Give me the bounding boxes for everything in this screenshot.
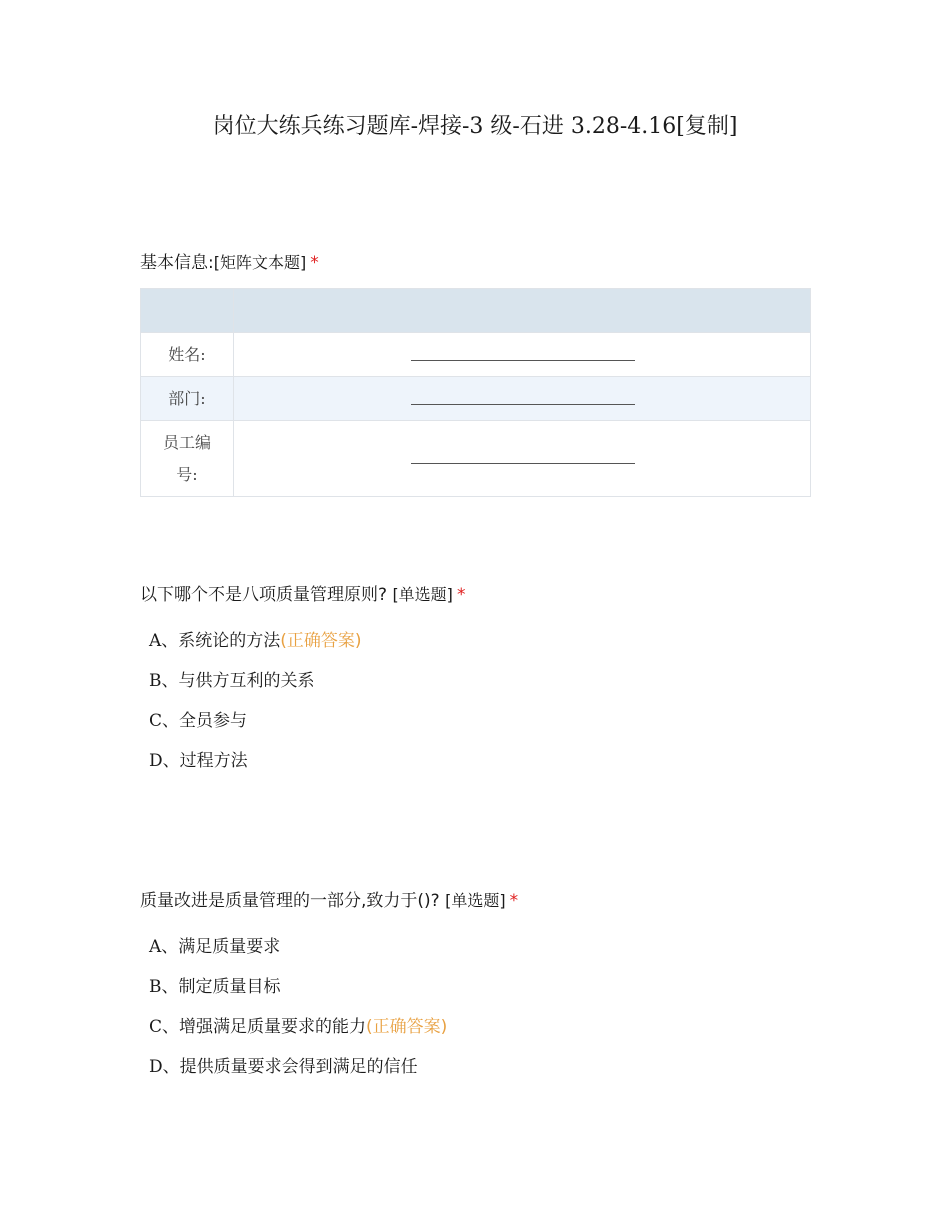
matrix-row-department: [141, 377, 811, 421]
name-input-field[interactable]: [411, 360, 635, 361]
option-text: 制定质量目标: [178, 977, 281, 997]
option-letter: D、: [149, 1057, 180, 1077]
correct-answer-label: (正确答案): [366, 1017, 448, 1037]
matrix-row-label: 员工编号:: [141, 421, 234, 497]
question-2-option-c[interactable]: [149, 1014, 447, 1040]
question-type-label: [单选题]: [445, 891, 506, 910]
option-text: 增强满足质量要求的能力: [179, 1017, 367, 1037]
question-2-option-a[interactable]: [149, 934, 280, 960]
question-1-option-c[interactable]: [149, 708, 247, 734]
matrix-header-cell: [234, 289, 811, 333]
option-letter: B、: [149, 977, 179, 997]
required-mark: *: [509, 891, 519, 911]
matrix-input-cell[interactable]: [234, 333, 811, 377]
question-1-option-a[interactable]: [149, 628, 362, 654]
option-text: 全员参与: [179, 711, 248, 731]
page-title: 岗位大练兵练习题库-焊接-3 级-石进 3.28-4.16[复制]: [212, 114, 738, 139]
question-1-option-d[interactable]: [149, 748, 248, 774]
option-text: 与供方互利的关系: [178, 671, 315, 691]
matrix-header-row: [141, 289, 811, 333]
option-letter: C、: [149, 1017, 180, 1037]
option-letter: C、: [149, 711, 180, 731]
department-input-field[interactable]: [411, 404, 635, 405]
question-2-title: [140, 888, 518, 914]
option-text: 满足质量要求: [178, 937, 281, 957]
question-text: 以下哪个不是八项质量管理原则?: [140, 585, 388, 605]
matrix-row-label: 姓名:: [141, 333, 234, 377]
question-type-label: [矩阵文本题]: [213, 253, 307, 272]
question-type-label: [单选题]: [392, 585, 453, 604]
required-mark: *: [456, 585, 466, 605]
question-text: 质量改进是质量管理的一部分,致力于()?: [140, 891, 440, 911]
question-2-option-b[interactable]: [149, 974, 281, 1000]
question-2-option-d[interactable]: [149, 1054, 418, 1080]
matrix-table: [140, 288, 811, 497]
option-text: 系统论的方法: [178, 631, 281, 651]
question-text: 基本信息:: [140, 253, 214, 273]
employee-id-input-field[interactable]: [411, 463, 635, 464]
option-text: 提供质量要求会得到满足的信任: [179, 1057, 418, 1077]
option-letter: B、: [149, 671, 179, 691]
option-letter: D、: [149, 751, 180, 771]
matrix-row-name: [141, 333, 811, 377]
question-1-title: [140, 582, 465, 608]
matrix-question-title: [140, 250, 319, 276]
option-letter: A、: [149, 631, 179, 651]
question-1-option-b[interactable]: [149, 668, 315, 694]
option-text: 过程方法: [179, 751, 248, 771]
matrix-row-label: 部门:: [141, 377, 234, 421]
correct-answer-label: (正确答案): [280, 631, 362, 651]
matrix-input-cell[interactable]: [234, 377, 811, 421]
matrix-header-cell: [141, 289, 234, 333]
matrix-row-employee-id: [141, 421, 811, 497]
matrix-input-cell[interactable]: [234, 421, 811, 497]
option-letter: A、: [149, 937, 179, 957]
required-mark: *: [310, 253, 319, 273]
